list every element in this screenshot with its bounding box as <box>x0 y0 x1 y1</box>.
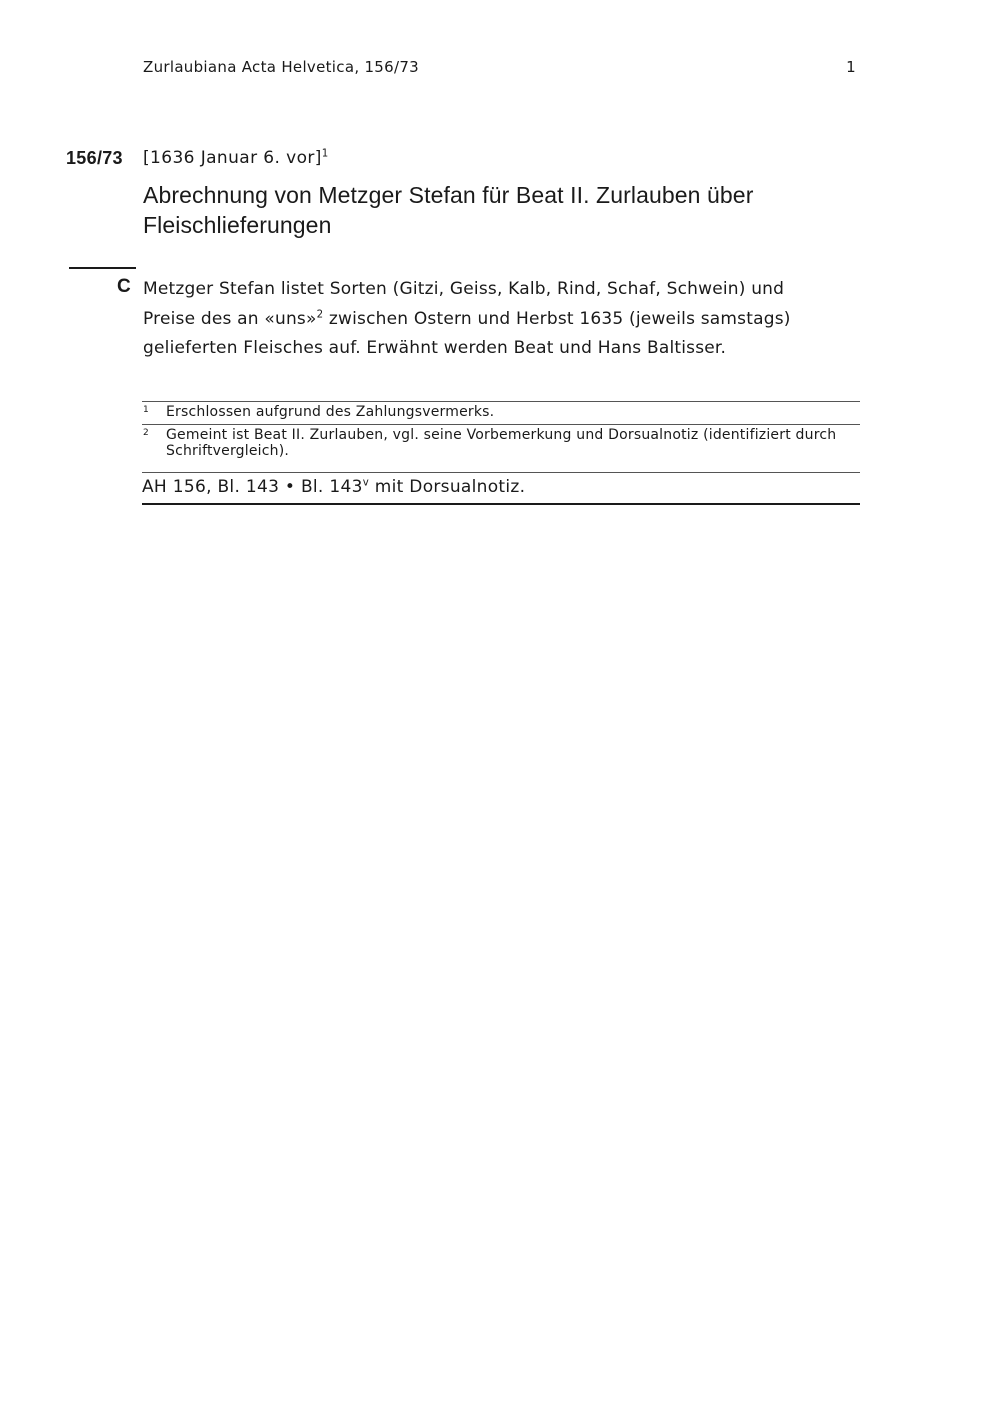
source-text-part-2: mit Dorsualnotiz. <box>369 477 526 497</box>
date-footnote-ref: 1 <box>321 148 329 160</box>
entry-title <box>143 180 823 240</box>
running-header <box>143 58 859 80</box>
summary-footnote-ref: 2 <box>316 308 324 320</box>
footnotes <box>142 401 860 463</box>
source-verso-mark: v <box>362 477 370 489</box>
source-citation <box>142 472 860 505</box>
summary-paragraph <box>143 275 833 364</box>
footnote-1-text: Erschlossen aufgrund des Zahlungsvermerks. <box>166 404 495 420</box>
entry-title-line-1: Abrechnung von Metzger Stefan für Beat II. Zurlauben über <box>143 182 754 208</box>
footnote-1 <box>142 401 860 424</box>
section-marker: C <box>117 276 131 297</box>
running-title: Zurlaubiana Acta Helvetica, 156/73 <box>143 58 420 76</box>
source-text-part-1: AH 156, Bl. 143 • Bl. 143 <box>142 477 363 497</box>
entry-number <box>66 148 123 169</box>
entry-date <box>143 148 329 168</box>
section-rule <box>69 267 136 269</box>
entry-number-volume: 156 <box>66 148 97 168</box>
footnote-2-mark: 2 <box>143 428 149 438</box>
footnote-2-text: Gemeint ist Beat II. Zurlauben, vgl. seine Vorbemerkung und Dorsualnotiz (identifiziert durch Schriftvergleich). <box>166 427 837 459</box>
entry-date-text: [1636 Januar 6. vor] <box>143 148 322 168</box>
entry-number-item: /73 <box>96 148 123 168</box>
page-number: 1 <box>846 58 856 76</box>
footnote-1-mark: 1 <box>143 405 149 415</box>
summary-text-part-2: zwischen Ostern und Herbst 1635 (jeweils samstags) gelieferten Fleisches auf. Erwähnt werden Beat und Hans Baltisser. <box>143 308 791 358</box>
entry-title-line-2: Fleischlieferungen <box>143 212 332 238</box>
footnote-2 <box>142 424 860 463</box>
summary-text-part-1: Metzger Stefan listet Sorten (Gitzi, Geiss, Kalb, Rind, Schaf, Schwein) und Preise des an «uns» <box>143 279 785 329</box>
